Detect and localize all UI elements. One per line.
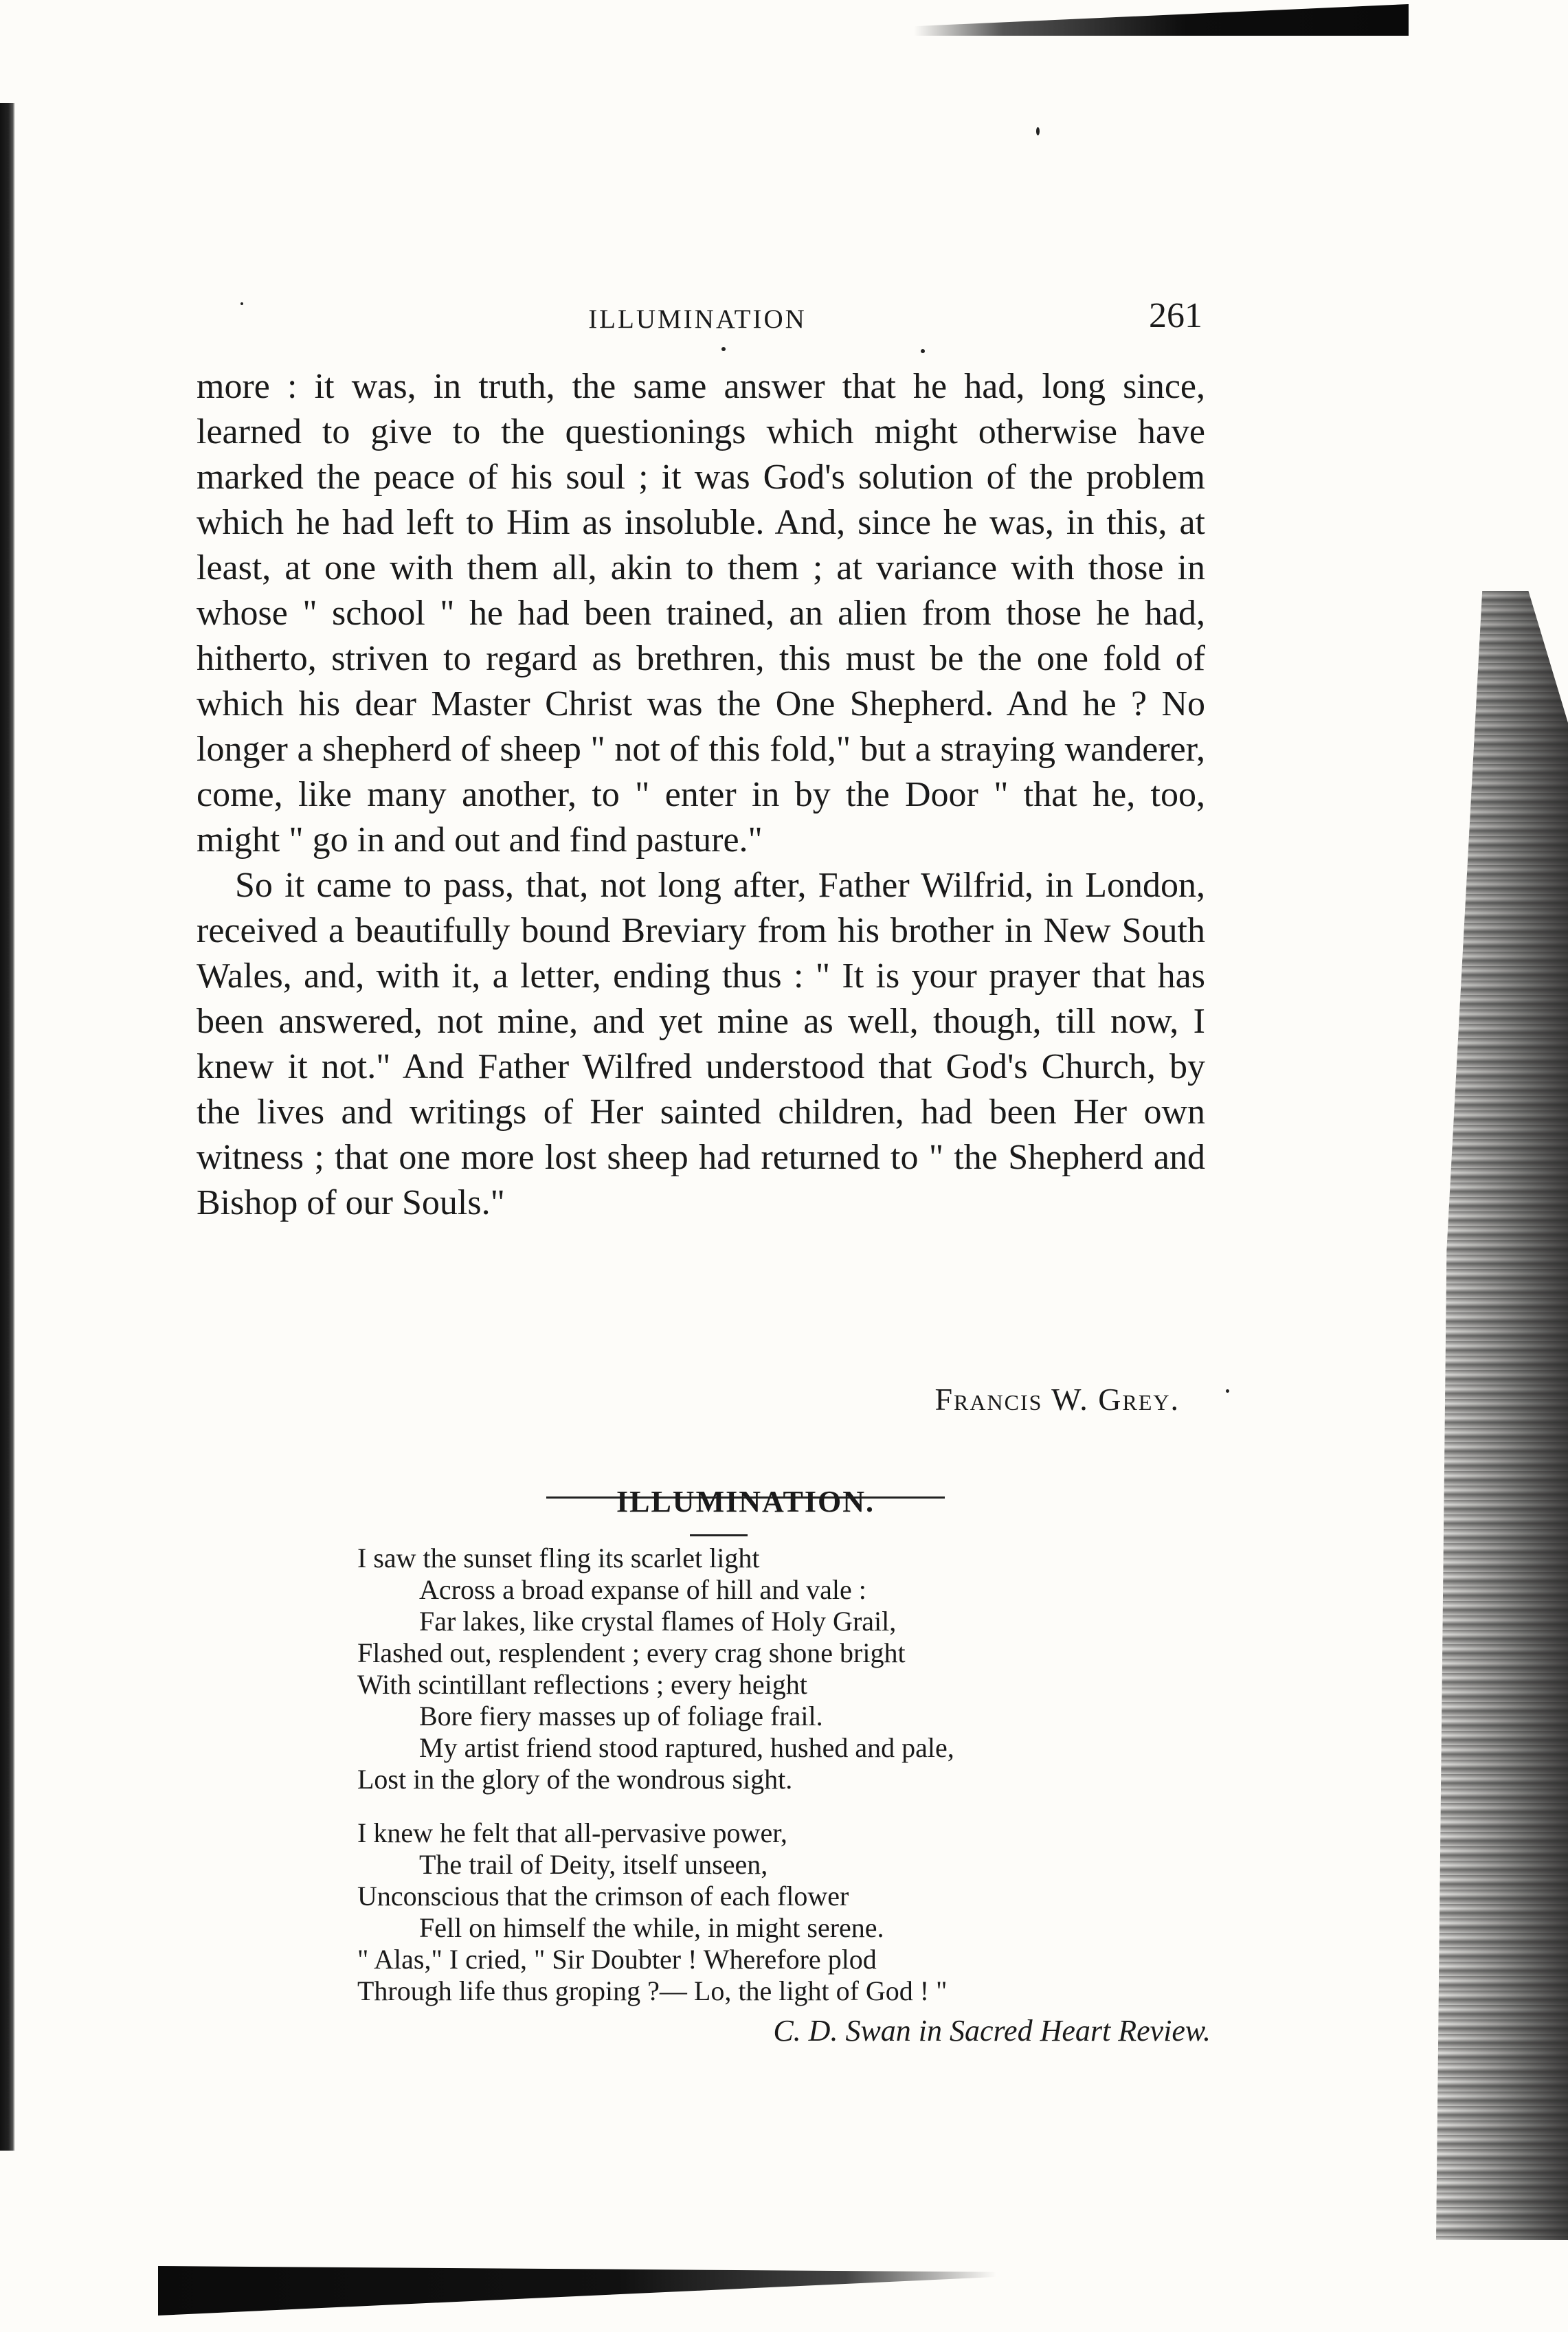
- running-title: ILLUMINATION: [588, 304, 807, 334]
- poem-line: " Alas," I cried, " Sir Doubter ! Wherefore plod: [357, 1944, 877, 1975]
- scan-streak-top: [914, 4, 1409, 36]
- prose-paragraph: more : it was, in truth, the same answer that he had, long since, learned to give to the questionings which might otherwise have marked the peace of his soul ; it was God's solution of the problem which he had left to Him as insoluble. And, since he was, in this, at least, at one with them all, akin to them ; at variance with those in whose " school " he had been trained, an alien from those he had, hitherto, striven to regard as brethren, this must be the one fold of which his dear Master Christ was the One Shepherd. And he ? No longer a shepherd of sheep " not of this fold," but a straying wanderer, come, like many another, to " enter in by the Door " that he, too, might " go in and out and find pasture.": [197, 367, 1205, 860]
- poem-line: The trail of Deity, itself unseen,: [419, 1849, 768, 1880]
- poem-line: With scintillant reflections ; every height: [357, 1669, 807, 1700]
- poem-title: ILLUMINATION.: [616, 1485, 875, 1518]
- poem-line: Unconscious that the crimson of each flower: [357, 1881, 849, 1911]
- scan-streak-bottom: [158, 2266, 996, 2316]
- poem-line: My artist friend stood raptured, hushed and pale,: [419, 1732, 954, 1763]
- scan-speck: [1036, 127, 1040, 135]
- poem-stanza-1: [357, 1543, 1251, 1795]
- scan-edge-right: [1436, 591, 1568, 2240]
- running-head: [192, 298, 1202, 339]
- poem-attribution: C. D. Swan in Sacred Heart Review.: [773, 2014, 1211, 2048]
- poem-line: I knew he felt that all-pervasive power,: [357, 1817, 787, 1848]
- title-rule: [690, 1534, 748, 1536]
- poem-line: Flashed out, resplendent ; every crag shone bright: [357, 1637, 906, 1668]
- scan-speck: [721, 347, 726, 351]
- poem-line: Far lakes, like crystal flames of Holy Grail,: [419, 1606, 897, 1637]
- author-signature: Francis W. Grey.: [934, 1382, 1180, 1417]
- poem-line: I saw the sunset fling its scarlet light: [357, 1543, 760, 1573]
- poem-body: [357, 1543, 1251, 2007]
- poem-line: Bore fiery masses up of foliage frail.: [419, 1701, 823, 1731]
- poem-line: Through life thus groping ?— Lo, the light of God ! ": [357, 1975, 948, 2006]
- prose-paragraph: So it came to pass, that, not long after, Father Wilfrid, in London, received a beautifully bound Breviary from his brother in New South Wales, and, with it, a letter, ending thus : " It is your prayer that has been answered, not mine, and yet mine as well, though, till now, I knew it not." And Father Wilfred understood that God's Church, by the lives and writings of Her sainted children, had been Her own witness ; that one more lost sheep had returned to " the Shepherd and Bishop of our Souls.": [197, 866, 1205, 1222]
- scan-speck: [921, 349, 925, 353]
- scan-speck: [1226, 1389, 1229, 1393]
- poem-line: Across a broad expanse of hill and vale :: [419, 1574, 866, 1605]
- poem-line: Lost in the glory of the wondrous sight.: [357, 1764, 793, 1795]
- prose-body: [197, 364, 1205, 1226]
- scan-edge-left: [0, 103, 15, 2151]
- poem-line: Fell on himself the while, in might serene.: [419, 1912, 884, 1943]
- poem-stanza-2: [357, 1817, 1251, 2007]
- page-number: 261: [1149, 296, 1202, 335]
